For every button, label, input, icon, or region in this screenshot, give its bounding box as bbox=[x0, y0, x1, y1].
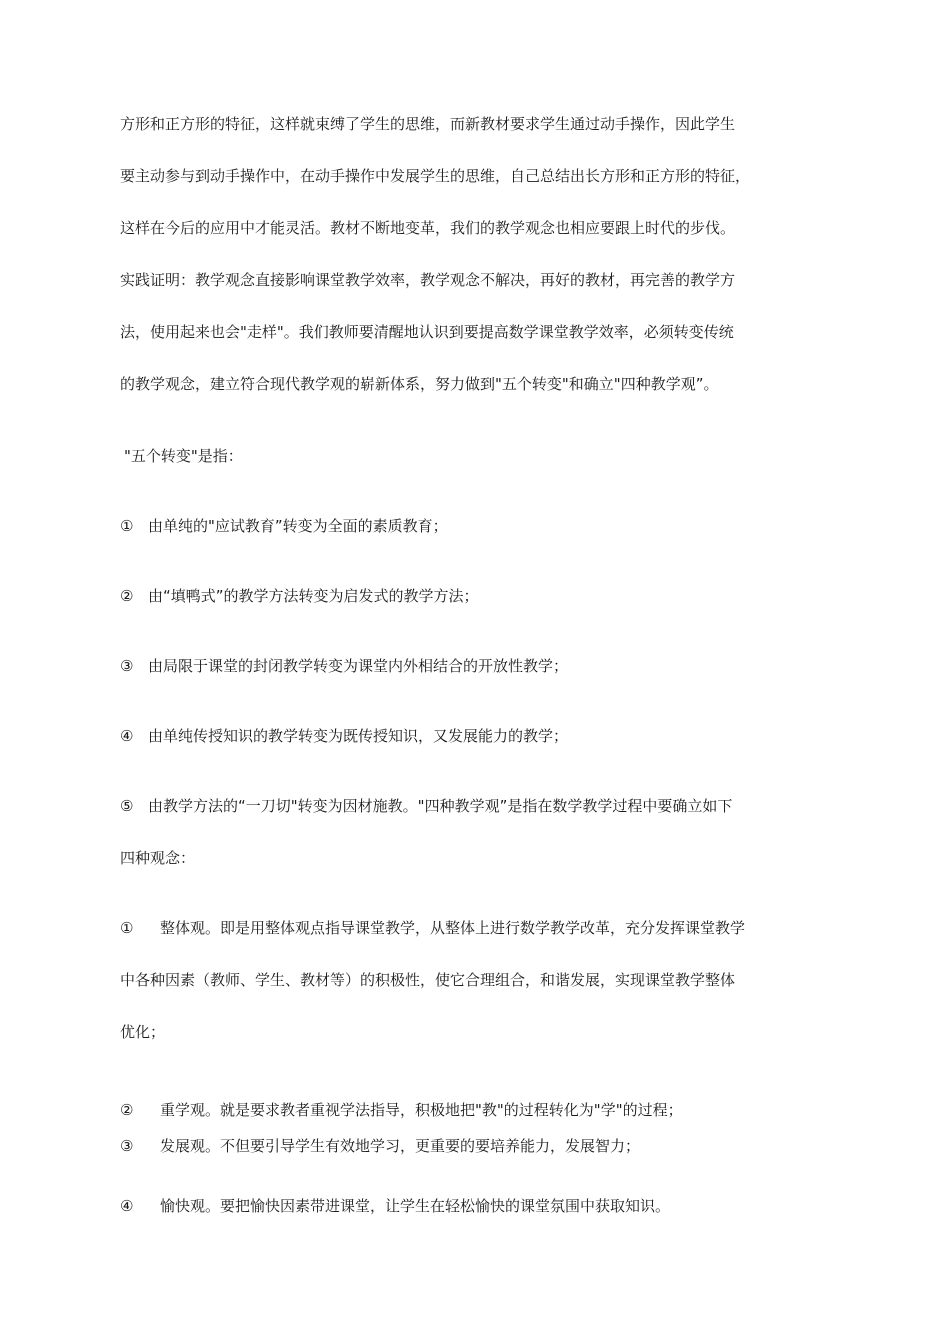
text-line: 四种观念： bbox=[120, 849, 196, 867]
item-text: 由单纯的"应试教育”转变为全面的素质教育； bbox=[148, 517, 448, 535]
item-number: ④ bbox=[120, 727, 134, 745]
item-number: ③ bbox=[120, 657, 134, 675]
text-line: 方形和正方形的特征，这样就束缚了学生的思维，而新教材要求学生通过动手操作，因此学生 bbox=[120, 115, 736, 133]
item-text: 愉快观。要把愉快因素带进课堂，让学生在轻松愉快的课堂氛围中获取知识。 bbox=[160, 1197, 671, 1215]
item-number: ⑤ bbox=[120, 797, 134, 815]
five-transformations-heading: "五个转变"是指： bbox=[124, 447, 243, 465]
item-text: 整体观。即是用整体观点指导课堂教学，从整体上进行数学教学改革，充分发挥课堂教学 bbox=[160, 919, 746, 937]
item-number: ② bbox=[120, 587, 134, 605]
item-text: 由教学方法的“一刀切"转变为因材施教。"四种教学观”是指在数学教学过程中要确立如下 bbox=[148, 797, 733, 815]
item-text: 由局限于课堂的封闭教学转变为课堂内外相结合的开放性教学； bbox=[148, 657, 569, 675]
text-line: 优化； bbox=[120, 1023, 166, 1041]
text-line: 的教学观念，建立符合现代教学观的崭新体系，努力做到"五个转变"和确立"四种教学观”。 bbox=[120, 375, 719, 393]
item-number: ③ bbox=[120, 1137, 134, 1155]
item-number: ④ bbox=[120, 1197, 134, 1215]
text-line: 法，使用起来也会"走样"。我们教师要清醒地认识到要提高数学课堂教学效率，必须转变传统 bbox=[120, 323, 734, 341]
list-item bbox=[120, 516, 448, 536]
list-item bbox=[120, 726, 568, 746]
item-text: 由“填鸭式”的教学方法转变为启发式的教学方法； bbox=[148, 587, 479, 605]
list-item bbox=[120, 918, 745, 938]
item-text: 发展观。不但要引导学生有效地学习，更重要的要培养能力，发展智力； bbox=[160, 1137, 641, 1155]
item-text: 重学观。就是要求教者重视学法指导，积极地把"教"的过程转化为"学"的过程； bbox=[160, 1101, 683, 1119]
list-item bbox=[120, 796, 732, 816]
text-line: 这样在今后的应用中才能灵活。教材不断地变革，我们的教学观念也相应要跟上时代的步伐。 bbox=[120, 219, 736, 237]
list-item bbox=[120, 1136, 640, 1156]
list-item bbox=[120, 1196, 670, 1216]
text-line: 实践证明：教学观念直接影响课堂教学效率，教学观念不解决，再好的教材，再完善的教学方 bbox=[120, 271, 736, 289]
text-line: 中各种因素（教师、学生、教材等）的积极性，使它合理组合，和谐发展，实现课堂教学整体 bbox=[120, 971, 736, 989]
item-number: ② bbox=[120, 1101, 134, 1119]
text-line: 要主动参与到动手操作中，在动手操作中发展学生的思维，自己总结出长方形和正方形的特征， bbox=[120, 167, 751, 185]
list-item bbox=[120, 586, 479, 606]
item-text: 由单纯传授知识的教学转变为既传授知识，又发展能力的教学； bbox=[148, 727, 569, 745]
item-number: ① bbox=[120, 517, 134, 535]
list-item bbox=[120, 1100, 683, 1120]
list-item bbox=[120, 656, 568, 676]
item-number: ① bbox=[120, 919, 134, 937]
